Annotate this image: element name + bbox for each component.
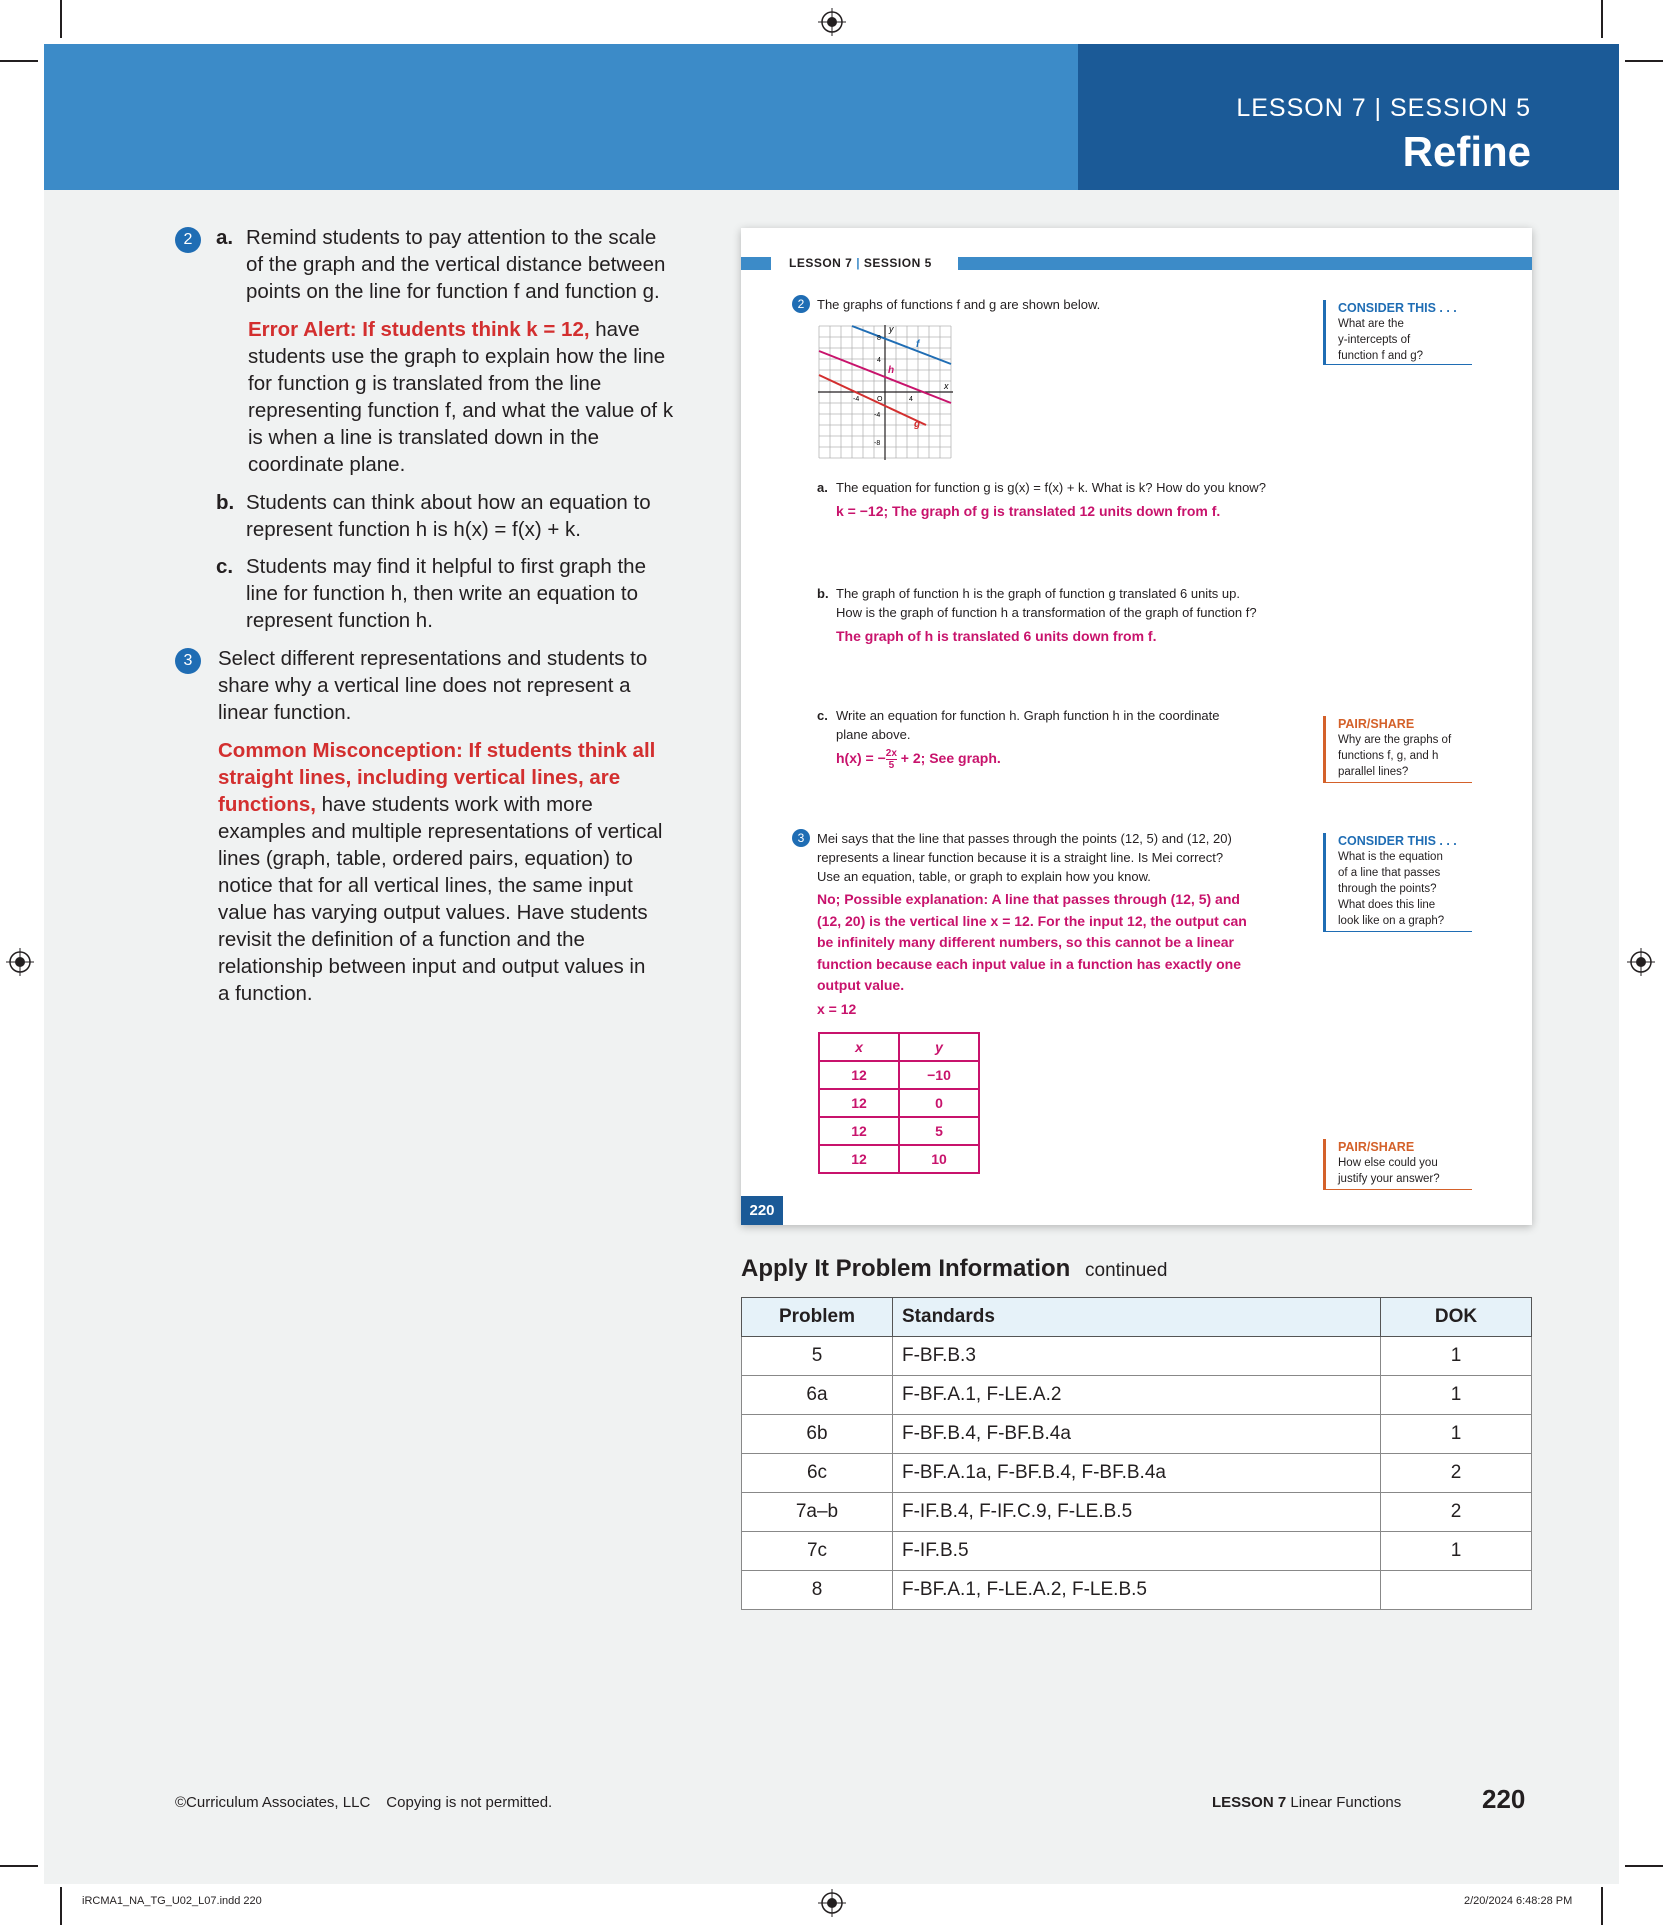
text-line: notice that for all vertical lines, the same input <box>218 874 633 897</box>
registration-mark-icon <box>1627 948 1655 976</box>
table-header-row <box>742 1298 1532 1337</box>
text-line: y-intercepts of <box>1338 334 1411 346</box>
text-line: through the points? <box>1338 883 1437 895</box>
misconception-note <box>218 737 718 1007</box>
error-alert-heading: Error Alert: If students think k = 12, <box>248 318 590 341</box>
text-line: Select different representations and students to <box>218 647 648 670</box>
fraction-denominator: 5 <box>888 760 895 771</box>
text-line: Why are the graphs of <box>1338 734 1452 746</box>
answer-2b: The graph of h is translated 6 units down from f. <box>836 628 1157 644</box>
text-line: Use an equation, table, or graph to explain how you know. <box>817 869 1151 884</box>
table-row <box>742 1376 1532 1415</box>
text-line: have <box>589 318 640 341</box>
tick-label: -4 <box>853 396 860 403</box>
fraction-numerator: 2x <box>885 748 897 759</box>
text-line: The graph of function h is the graph of function g translated 6 units up. <box>836 586 1240 601</box>
problem-number-badge: 2 <box>175 227 201 253</box>
table-cell: 1 <box>1381 1532 1532 1571</box>
slug-date: 2/20/2024 6:48:28 PM <box>1464 1895 1573 1907</box>
tick-label: 8 <box>877 335 881 342</box>
text-line: is when a line is translated down in the <box>248 426 599 449</box>
table-cell: 5 <box>899 1117 979 1145</box>
misconception-heading: straight lines, including vertical lines, are <box>218 766 621 789</box>
table-row <box>742 1532 1532 1571</box>
text-line: (12, 20) is the vertical line x = 12. For the input 12, the output can <box>817 912 1247 929</box>
text-line: have students work with more <box>315 793 593 816</box>
answer-3-equation: x = 12 <box>817 1001 857 1017</box>
y-axis-label: y <box>889 324 894 334</box>
text-line: Students can think about how an equation to <box>246 491 651 514</box>
text-line: function f and g? <box>1338 350 1424 362</box>
text-line: represent function h. <box>246 609 433 632</box>
table-row <box>742 1415 1532 1454</box>
consider-this-note <box>1323 300 1472 365</box>
problem-number-badge: 3 <box>175 648 201 674</box>
footer-lesson-number: LESSON 7 <box>1212 1794 1287 1811</box>
crop-mark <box>0 1865 38 1867</box>
text-line: How else could you <box>1338 1157 1438 1169</box>
line-h-label: h <box>888 365 895 376</box>
text-line: line for function h, then write an equation to <box>246 582 639 605</box>
footer-page-number: 220 <box>1482 1784 1526 1814</box>
answer-2c <box>836 748 1001 771</box>
apply-it-title-text: Apply It Problem Information <box>741 1255 1071 1282</box>
table-cell: 5 <box>742 1337 893 1376</box>
continued-label: continued <box>1085 1260 1168 1281</box>
copyright <box>175 1794 552 1811</box>
text-line: for function g is translated from the line <box>248 372 602 395</box>
registration-mark-icon <box>6 948 34 976</box>
text-line: representing function f, and what the value of k <box>248 399 674 422</box>
line-f <box>852 326 951 364</box>
table-row <box>742 1337 1532 1376</box>
item-label: a. <box>817 480 828 495</box>
table-header: Standards <box>893 1298 1381 1337</box>
apply-it-title <box>741 1255 1167 1283</box>
item-label: c. <box>817 708 828 723</box>
note-heading: CONSIDER THIS . . . <box>1338 301 1457 315</box>
lesson-tag: LESSON 7 <box>789 256 853 270</box>
table-cell: 12 <box>819 1117 899 1145</box>
table-cell: 2 <box>1381 1493 1532 1532</box>
table-cell: 6c <box>742 1454 893 1493</box>
text-line: No; Possible explanation: A line that passes through (12, 5) and <box>817 891 1240 907</box>
card-lesson-tag: LESSON 7 | SESSION 5 <box>789 256 932 270</box>
text-line: What are the <box>1338 318 1404 330</box>
text-line: plane above. <box>836 727 911 742</box>
table-cell: 0 <box>899 1089 979 1117</box>
crop-mark <box>60 0 62 38</box>
table-cell: 6a <box>742 1376 893 1415</box>
note-2b <box>246 489 716 543</box>
text-line: examples and multiple representations of vertical <box>218 820 663 843</box>
text-line: Mei says that the line that passes through the points (12, 5) and (12, 20) <box>817 831 1232 846</box>
text-line: relationship between input and output values in <box>218 955 646 978</box>
item-label: a. <box>216 226 234 249</box>
question-2a: The equation for function g is g(x) = f(x) + k. What is k? How do you know? <box>836 480 1266 495</box>
fraction <box>886 748 897 771</box>
text-line: linear function. <box>218 701 352 724</box>
table-cell: F-BF.A.1a, F-BF.B.4, F-BF.B.4a <box>893 1454 1381 1493</box>
crop-mark <box>1625 1865 1663 1867</box>
table-cell: −10 <box>899 1061 979 1089</box>
text-line: output value. <box>817 977 905 993</box>
copy-note: Copying is not permitted. <box>386 1794 553 1811</box>
crop-mark <box>1625 60 1663 62</box>
text-line: What is the equation <box>1338 851 1443 863</box>
table-cell: 10 <box>899 1145 979 1173</box>
table-cell: 6b <box>742 1415 893 1454</box>
answer-3 <box>817 889 1247 997</box>
text-line: How is the graph of function h a transformation of the graph of function f? <box>836 605 1257 620</box>
copyright-text: ©Curriculum Associates, LLC <box>175 1794 371 1811</box>
page-title: Refine <box>1402 128 1531 175</box>
text-line: What does this line <box>1338 899 1436 911</box>
question-3 <box>817 829 1232 886</box>
table-cell: F-BF.A.1, F-LE.A.2, F-LE.B.5 <box>893 1571 1381 1610</box>
pair-share-note <box>1323 716 1472 783</box>
answer-2a: k = −12; The graph of g is translated 12 units down from f. <box>836 503 1221 519</box>
text-line: look like on a graph? <box>1338 915 1445 927</box>
text-line: Students may find it helpful to first graph the <box>246 555 646 578</box>
text-line: value has varying output values. Have students <box>218 901 648 924</box>
question-2-intro: The graphs of functions f and g are shown below. <box>817 297 1101 312</box>
equation-part: + 2; See graph. <box>896 750 1001 767</box>
table-header-row <box>819 1033 979 1061</box>
table-cell: 1 <box>1381 1337 1532 1376</box>
crop-mark <box>60 1887 62 1925</box>
note-3 <box>218 645 718 726</box>
crop-mark <box>1601 1887 1603 1925</box>
coordinate-graph <box>816 323 954 461</box>
table-row <box>819 1061 979 1089</box>
table-header: y <box>899 1033 979 1061</box>
text-line: Write an equation for function h. Graph function h in the coordinate <box>836 708 1220 723</box>
consider-this-note <box>1323 833 1472 932</box>
table-row <box>819 1089 979 1117</box>
error-alert-note <box>248 316 718 478</box>
item-label: c. <box>216 555 234 578</box>
item-label: b. <box>216 491 235 514</box>
note-2a <box>246 224 716 305</box>
card-header-bar <box>741 257 771 270</box>
text-line: of a line that passes <box>1338 867 1441 879</box>
table-row <box>819 1117 979 1145</box>
crop-mark <box>0 60 38 62</box>
text-line: represent function h is h(x) = f(x) + k. <box>246 518 581 541</box>
table-row <box>742 1571 1532 1610</box>
table-cell <box>1381 1571 1532 1610</box>
session-tag: SESSION 5 <box>863 256 932 270</box>
tick-label: -8 <box>874 440 881 447</box>
text-line: parallel lines? <box>1338 766 1409 778</box>
table-cell: F-IF.B.4, F-IF.C.9, F-LE.B.5 <box>893 1493 1381 1532</box>
tick-label: 4 <box>877 357 881 364</box>
tick-label: O <box>877 396 883 403</box>
text-line: a function. <box>218 982 313 1005</box>
table-row <box>742 1493 1532 1532</box>
line-f-label: f <box>916 339 920 350</box>
table-cell: 12 <box>819 1089 899 1117</box>
table-cell: 1 <box>1381 1376 1532 1415</box>
text-line: points on the line for function f and function g. <box>246 280 660 303</box>
question-2b <box>836 584 1257 622</box>
pair-share-note <box>1323 1139 1472 1190</box>
footer-lesson <box>1212 1794 1401 1811</box>
note-heading: CONSIDER THIS . . . <box>1338 834 1457 848</box>
x-axis-label: x <box>944 381 949 391</box>
table-cell: 7c <box>742 1532 893 1571</box>
text-line: function because each input value in a function has exactly one <box>817 955 1241 972</box>
registration-mark-icon <box>818 8 846 36</box>
note-heading: PAIR/SHARE <box>1338 1140 1415 1154</box>
text-line: justify your answer? <box>1338 1173 1440 1185</box>
table-header: DOK <box>1381 1298 1532 1337</box>
note-2c <box>246 553 716 634</box>
table-cell: 2 <box>1381 1454 1532 1493</box>
table-header: x <box>819 1033 899 1061</box>
text-line: lines (graph, table, ordered pairs, equation) to <box>218 847 633 870</box>
footer-lesson-name: Linear Functions <box>1290 1794 1402 1811</box>
line-g-label: g <box>914 419 921 430</box>
misconception-heading: Common Misconception: If students think all <box>218 739 656 762</box>
slug-file: iRCMA1_NA_TG_U02_L07.indd 220 <box>82 1895 262 1907</box>
table-cell: F-BF.B.4, F-BF.B.4a <box>893 1415 1381 1454</box>
table-row <box>742 1454 1532 1493</box>
item-label: b. <box>817 586 829 601</box>
table-cell: 12 <box>819 1061 899 1089</box>
table-cell: F-BF.A.1, F-LE.A.2 <box>893 1376 1381 1415</box>
text-line: share why a vertical line does not represent a <box>218 674 631 697</box>
misconception-heading: functions, <box>218 793 316 816</box>
card-header-bar <box>958 257 1532 270</box>
table-cell: F-IF.B.5 <box>893 1532 1381 1571</box>
text-line: represents a linear function because it is a straight line. Is Mei correct? <box>817 850 1224 865</box>
question-2c <box>836 706 1220 744</box>
lesson-session-label: LESSON 7 | SESSION 5 <box>1236 94 1531 122</box>
text-line: be infinitely many different numbers, so this cannot be a linear <box>817 934 1234 950</box>
table-cell: 1 <box>1381 1415 1532 1454</box>
crop-mark <box>1601 0 1603 38</box>
xy-table <box>818 1032 980 1174</box>
text-line: Remind students to pay attention to the scale <box>246 226 657 249</box>
equation-part: h(x) = − <box>836 750 886 767</box>
registration-mark-icon <box>818 1889 846 1917</box>
text-line: coordinate plane. <box>248 453 406 476</box>
problem-number-badge: 2 <box>792 295 810 313</box>
table-cell: F-BF.B.3 <box>893 1337 1381 1376</box>
tick-label: -4 <box>874 412 881 419</box>
text-line: functions f, g, and h <box>1338 750 1439 762</box>
card-page-number: 220 <box>741 1196 783 1225</box>
text-line: students use the graph to explain how the line <box>248 345 666 368</box>
table-cell: 7a–b <box>742 1493 893 1532</box>
note-heading: PAIR/SHARE <box>1338 717 1415 731</box>
table-cell: 12 <box>819 1145 899 1173</box>
tick-label: 4 <box>909 396 913 403</box>
text-line: of the graph and the vertical distance between <box>246 253 666 276</box>
problem-number-badge: 3 <box>792 829 810 847</box>
table-header: Problem <box>742 1298 893 1337</box>
table-cell: 8 <box>742 1571 893 1610</box>
table-row <box>819 1145 979 1173</box>
text-line: revisit the definition of a function and the <box>218 928 585 951</box>
apply-it-table <box>741 1297 1532 1610</box>
